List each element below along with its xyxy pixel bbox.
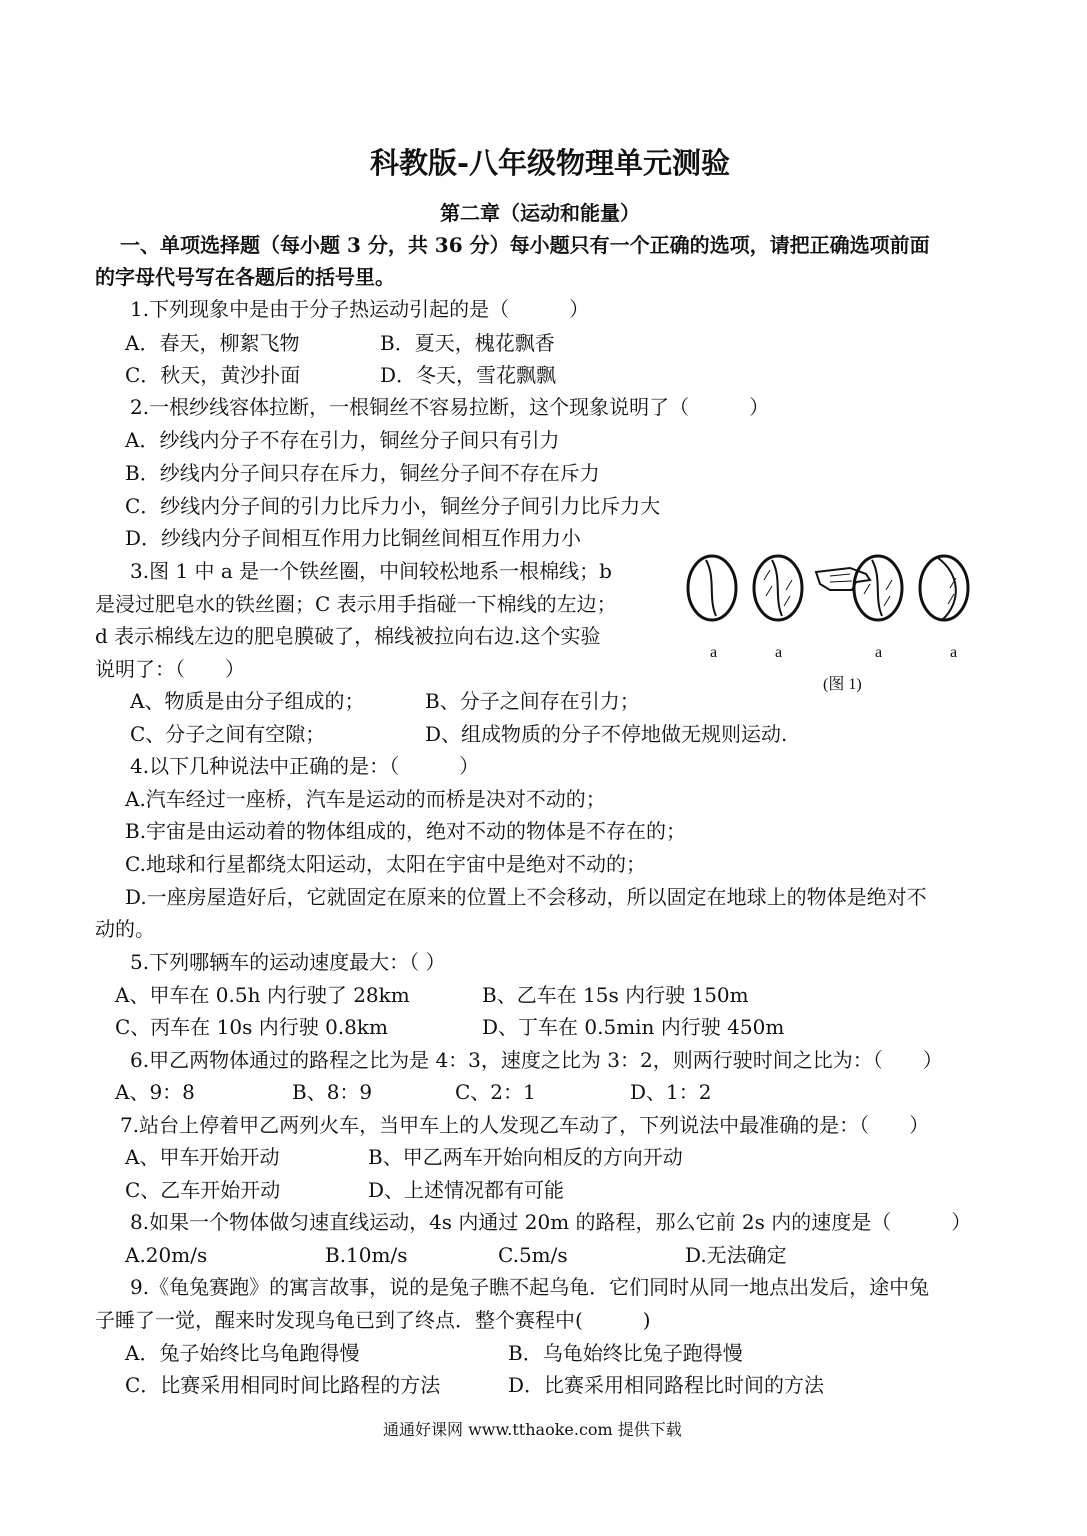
question-5-stem: 5.下列哪辆车的运动速度最大：（ ） [130,950,446,974]
question-7-stem: 7.站台上停着甲乙两列火车，当甲车上的人发现乙车动了，下列说法中最准确的是：（ ） [120,1113,930,1137]
question-1-option-a: A．春天，柳絮飞物 [125,331,300,355]
question-5-option-a: A、甲车在 0.5h 内行驶了 28km [115,983,410,1007]
question-7-option-b: B、甲乙两车开始向相反的方向开动 [368,1145,683,1169]
wire-loop-a [688,556,736,620]
question-4-option-c: C.地球和行星都绕太阳运动，太阳在宇宙中是绝对不动的； [125,852,646,876]
question-4-option-d-line2: 动的。 [95,917,155,941]
question-2-option-b: B．纱线内分子间只存在斥力，铜丝分子间不存在斥力 [125,461,600,485]
question-9-option-b: B．乌龟始终比兔子跑得慢 [508,1341,743,1365]
question-1-option-b: B．夏天，槐花飘香 [380,331,555,355]
wire-loop-c [854,556,902,620]
question-3-stem-line1: 3.图 1 中 a 是一个铁丝圈，中间较松地系一根棉线；b [130,559,612,583]
question-8-option-a: A.20m/s [125,1243,208,1267]
question-2-option-d: D．纱线内分子间相互作用力比铜丝间相互作用力小 [125,526,582,550]
figure-label-3: a [875,644,883,661]
question-4-option-a: A.汽车经过一座桥，汽车是运动的而桥是决对不动的； [125,787,606,811]
figure-label-2: a [775,644,783,661]
question-7-option-c: C、乙车开始开动 [125,1178,281,1202]
finger-hand-icon [816,568,870,590]
question-8-option-c: C.5m/s [498,1243,568,1267]
question-4-option-d-line1: D.一座房屋造好后，它就固定在原来的位置上不会移动，所以固定在地球上的物体是绝对不 [125,885,927,909]
question-2-stem: 2.一根纱线容体拉断，一根铜丝不容易拉断，这个现象说明了（ ） [130,395,770,419]
question-2-option-c: C．纱线内分子间的引力比斥力小，铜丝分子间引力比斥力大 [125,494,661,518]
question-7-option-d: D、上述情况都有可能 [368,1178,565,1202]
figure-caption: (图 1) [823,676,862,693]
question-3-stem-line4: 说明了：（ ） [95,657,245,681]
question-3-stem-line3: d 表示棉线左边的肥皂膜破了，棉线被拉向右边.这个实验 [95,624,601,648]
page-title: 科教版-八年级物理单元测验 [370,146,731,180]
question-5-option-b: B、乙车在 15s 内行驶 150m [482,983,749,1007]
wire-loop-b [754,556,802,620]
question-1-option-c: C．秋天，黄沙扑面 [125,363,301,387]
question-5-option-c: C、丙车在 10s 内行驶 0.8km [115,1015,388,1039]
question-3-option-c: C、分子之间有空隙； [130,722,326,746]
section-heading-line1: 一、单项选择题（每小题 3 分，共 36 分）每小题只有一个正确的选项，请把正确选项前面 [120,233,930,257]
question-9-option-d: D．比赛采用相同路程比时间的方法 [508,1373,825,1397]
question-9-stem-line1: 9.《龟兔赛跑》的寓言故事，说的是兔子瞧不起乌龟．它们同时从同一地点出发后，途中兔 [130,1275,930,1299]
question-1-stem: 1.下列现象中是由于分子热运动引起的是（ ） [130,297,590,321]
question-3-stem-line2: 是浸过肥皂水的铁丝圈；C 表示用手指碰一下棉线的左边； [95,592,617,616]
question-3-option-a: A、物质是由分子组成的； [130,689,365,713]
question-6-option-c: C、2：1 [455,1080,536,1104]
chapter-subtitle: 第二章（运动和能量） [440,201,640,225]
question-6-option-a: A、9：8 [115,1080,195,1104]
figure-label-4: a [950,644,958,661]
footer-download-note: 通通好课网 www.tthaoke.com 提供下载 [383,1420,682,1439]
question-4-option-b: B.宇宙是由运动着的物体组成的，绝对不动的物体是不存在的； [125,819,687,843]
question-5-option-d: D、丁车在 0.5min 内行驶 450m [482,1015,785,1039]
question-3-option-b: B、分子之间存在引力； [425,689,640,713]
question-3-option-d: D、组成物质的分子不停地做无规则运动. [425,722,788,746]
figure-label-1: a [710,644,718,661]
question-7-option-a: A、甲车开始开动 [125,1145,280,1169]
question-9-option-a: A．兔子始终比乌龟跑得慢 [125,1341,360,1365]
question-8-option-d: D.无法确定 [685,1243,787,1267]
question-1-option-d: D．冬天，雪花飘飘 [380,363,557,387]
question-9-stem-line2: 子睡了一觉，醒来时发现乌龟已到了终点．整个赛程中( ) [95,1308,651,1332]
question-6-option-d: D、1：2 [630,1080,712,1104]
wire-loop-d [920,556,968,620]
question-6-stem: 6.甲乙两物体通过的路程之比为是 4：3，速度之比为 3：2，则两行驶时间之比为：（ ） [130,1048,943,1072]
question-8-option-b: B.10m/s [325,1243,408,1267]
question-4-stem: 4.以下几种说法中正确的是：（ ） [130,754,480,778]
question-6-option-b: B、8：9 [292,1080,373,1104]
section-heading-line2: 的字母代号写在各题后的括号里。 [95,265,395,289]
question-2-option-a: A．纱线内分子不存在引力，铜丝分子间只有引力 [125,428,560,452]
question-9-option-c: C．比赛采用相同时间比路程的方法 [125,1373,441,1397]
figure-1-wire-loops [680,550,980,700]
question-8-stem: 8.如果一个物体做匀速直线运动，4s 内通过 20m 的路程，那么它前 2s 内的速度是（ ） [130,1210,972,1234]
